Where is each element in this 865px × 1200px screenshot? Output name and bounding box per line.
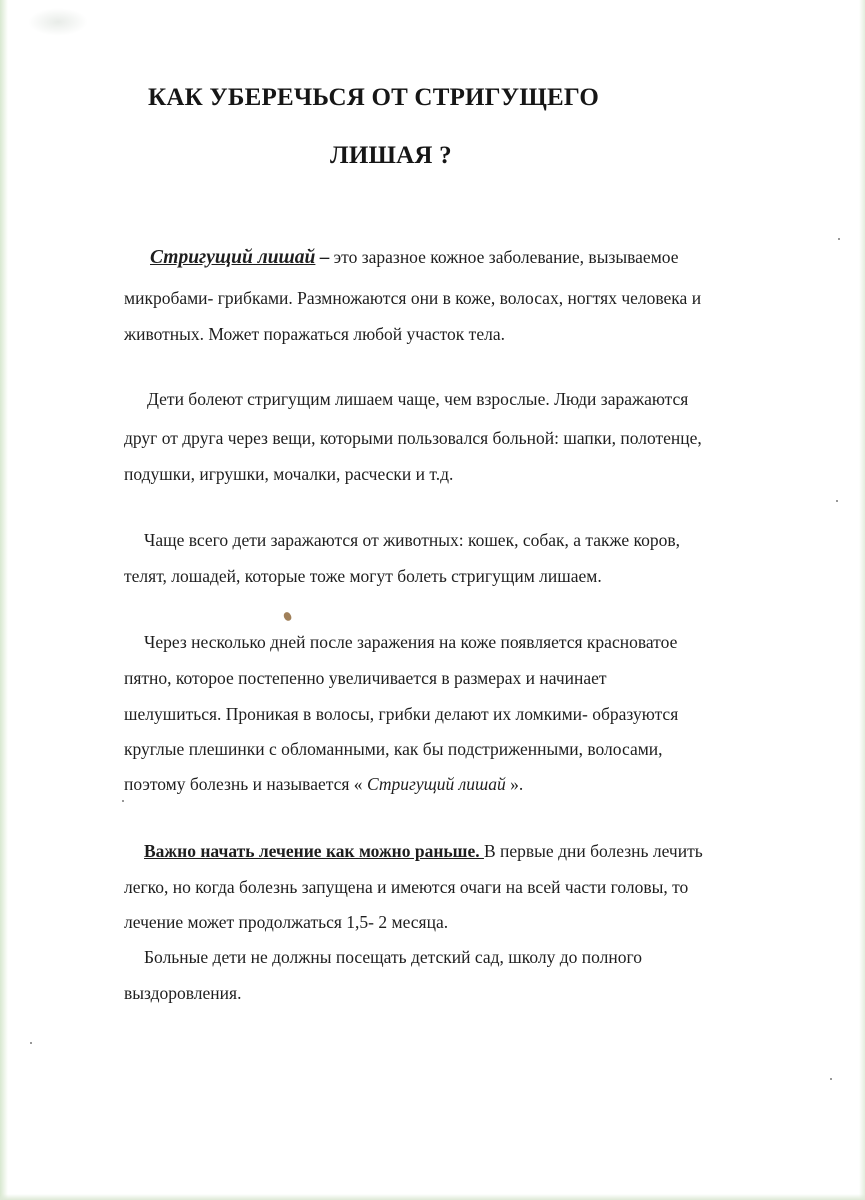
corner-smudge: [28, 8, 88, 36]
scan-edge-right: [859, 0, 865, 1200]
paragraph-6-line-1: Больные дети не должны посещать детский сад, школу до полного: [144, 947, 642, 967]
speck: [836, 500, 838, 502]
paragraph-3-line-2: телят, лошадей, которые тоже могут болеть стригущим лишаем.: [124, 566, 602, 586]
scan-edge-left: [0, 0, 8, 1200]
paragraph-5-line-1-text: В первые дни болезнь лечить: [483, 841, 703, 861]
paragraph-4-line-1: Через несколько дней после заражения на коже появляется красноватое: [144, 632, 678, 652]
speck: [30, 1042, 32, 1044]
speck: [122, 800, 124, 802]
paragraph-4-line-4: круглые плешинки с обломанными, как бы подстриженными, волосами,: [124, 739, 663, 759]
paragraph-2-line-3: подушки, игрушки, мочалки, расчески и т.д.: [124, 464, 454, 484]
paragraph-1-line-3: животных. Может поражаться любой участок тела.: [124, 324, 505, 344]
ink-spot: [282, 611, 292, 622]
important-note: Важно начать лечение как можно раньше.: [144, 841, 484, 861]
speck: [830, 1078, 832, 1080]
paragraph-3-line-1: Чаще всего дети заражаются от животных: кошек, собак, а также коров,: [144, 530, 681, 550]
paragraph-4-line-5: [124, 773, 523, 795]
paragraph-1-line-1: [150, 246, 679, 269]
term-italic: Стригущий лишай: [366, 774, 506, 794]
paragraph-5-line-3: лечение может продолжаться 1,5- 2 месяца.: [124, 912, 449, 932]
paragraph-2-line-1: Дети болеют стригущим лишаем чаще, чем взрослые. Люди заражаются: [147, 389, 689, 409]
paragraph-4-line-2: пятно, которое постепенно увеличивается в размерах и начинает: [124, 668, 607, 688]
term-highlight: Стригущий лишай: [150, 247, 316, 268]
paragraph-6-line-2: выздоровления.: [124, 983, 242, 1003]
paragraph-5-line-2: легко, но когда болезнь запущена и имеются очаги на всей части головы, то: [124, 877, 689, 897]
dash: –: [319, 247, 330, 268]
paragraph-4-line-5-end: ».: [505, 774, 524, 794]
paragraph-1-line-1-text: это заразное кожное заболевание, вызываемое: [329, 247, 679, 267]
paragraph-4-line-3: шелушиться. Проникая в волосы, грибки делают их ломкими- образуются: [124, 704, 679, 724]
page-title-line-2: ЛИШАЯ ?: [330, 142, 452, 169]
speck: [838, 238, 840, 240]
scan-edge-bottom: [0, 1194, 865, 1200]
paragraph-4-line-5-text: поэтому болезнь и называется «: [124, 774, 367, 794]
paragraph-2-line-2: друг от друга через вещи, которыми пользовался больной: шапки, полотенце,: [124, 428, 702, 448]
page-title-line-1: КАК УБЕРЕЧЬСЯ ОТ СТРИГУЩЕГО: [148, 84, 599, 111]
paragraph-1-line-2: микробами- грибками. Размножаются они в коже, волосах, ногтях человека и: [124, 288, 702, 308]
paragraph-5-line-1: [144, 840, 703, 862]
